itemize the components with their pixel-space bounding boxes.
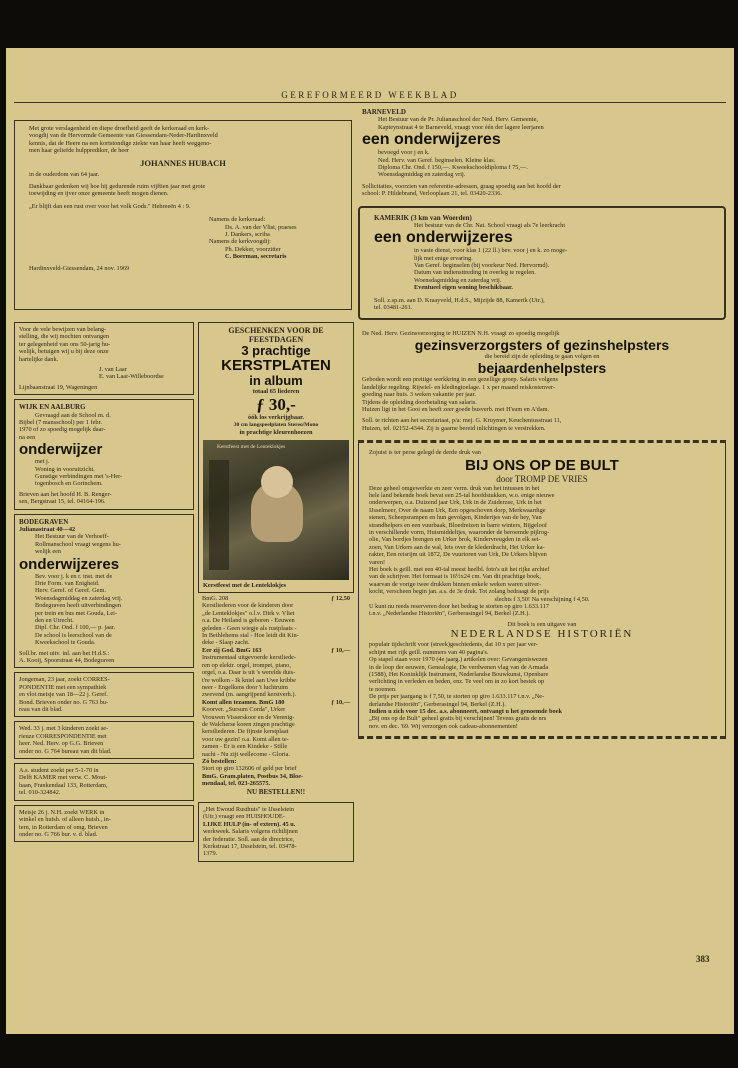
text-line: o.a. De Heiland is geboren - Eeuwen — [202, 617, 295, 625]
text-line: NU BESTELLEN!! — [246, 787, 306, 796]
text-line: Vrouwen Visserskoor en de Verenig- — [202, 713, 295, 721]
text-line: Het Bestuur van de Pr. Julianaschool der Ned. Herv. Gemeente, — [378, 116, 538, 124]
text-line: olie, Van bordjes brengen en Urker brok, Kindervreugden in elk sei- — [369, 536, 541, 544]
header-rule — [14, 102, 726, 103]
text-line: Met grote verslagenheid en diepe droefheid geeft de kerkeraad en kerk- — [29, 125, 210, 132]
text-line: Datum van indiensttreding in overleg te regelen. — [414, 269, 536, 277]
text-line: 30 cm langspeelplaten Stereo/Mono — [233, 421, 319, 428]
obituary-thanks — [29, 183, 337, 198]
obituary-age: in de ouderdom van 64 jaar. — [29, 170, 100, 178]
text-line: Bijbel (7 mansschool) per 1 febr. — [19, 418, 102, 426]
text-line: onder no. G 764 bureau van dit blad. — [19, 747, 112, 755]
obituary-place: Hardinxveld-Giessendam, 24 nov. 1969 — [29, 264, 130, 272]
text-line: geleden - Geen wiegje als rustplaats - — [202, 624, 297, 632]
text-line: stenen, Scheepsrampen en hun gevolgen, Kindertjes van de hey, Van — [369, 514, 542, 522]
text-line: KAMERIK (3 km van Woerden) — [374, 213, 472, 222]
text-line: ƒ 30,- — [256, 395, 296, 415]
classified-3 — [14, 763, 194, 801]
ad-bij-ons-op-de-bult — [358, 440, 726, 739]
record-cover-title: Kerstfeest met de Lenteklokjes — [217, 443, 286, 450]
text-line: onderwerpen, o.a. Duizend jaar Urk, Urk in de Zuiderzee, Urk in het — [369, 499, 542, 507]
text-line: gezinsverzorgsters of gezinshelpsters — [414, 336, 670, 353]
text-line: Voor de vele bewijzen van belang- — [19, 326, 107, 333]
text-line: hartelijke dank. — [19, 355, 59, 363]
text-line: kocht, verscheen begin jan. a.s. de 3e druk. Tot zolang bedraagt de prijs — [369, 588, 550, 596]
text-line: „de Lenteklokjes" o.l.v. Dirk v. Vliet — [202, 609, 295, 617]
text-line: (1588), Het Koninklijk Instrument, Nederlandse Bouwkunst, Openbare — [369, 670, 549, 678]
text-line: de Walcherse koren zingen prachtige — [202, 720, 295, 728]
text-line: Meisje 26 j. N.H. zoekt WERK in — [19, 808, 105, 816]
text-line: Deze geheel omgewerkte en zeer verm. druk van het intussen in het — [369, 484, 540, 492]
text-line: zwevend (m. aangrijpend kerstverh.). — [202, 691, 297, 699]
obituary-text — [29, 125, 337, 155]
text-line: sen, Bergstraat 15, tel. 04164-196. — [19, 498, 106, 506]
text-line: Kweekschool te Gouda. — [35, 639, 96, 647]
text-line: GESCHENKEN VOOR DE — [228, 326, 324, 335]
text-line: winkel en huish. of alleen huish., in- — [19, 816, 111, 824]
text-line: hele land bekende boek bevat een 25-tal hoofdstukken, w.o. enige nieuwe — [369, 491, 555, 499]
text-line: Julianastraat 40—42 — [19, 525, 76, 533]
text-line: rieuze CORRESPONDENTIE met — [19, 732, 107, 740]
text-line: Het bestuur van de Chr. Nat. School vraagt als 7e leerkracht — [414, 221, 566, 229]
text-line: Van Geref. beginselen (bij voorkeur Ned. Hervormd). — [414, 262, 550, 270]
text-line: Kerkstraat 17, IJsselstein, tel. 03478- — [203, 842, 297, 850]
text-line: welijk, betuigen wij u bij deze onze — [19, 348, 109, 356]
text-line: rakter, Een reisrijm uit 1872, De vuurtoren van Urk, De Urkers blijven — [369, 551, 547, 559]
text-line: Komt allen tezamen. BmG 180 — [202, 698, 285, 706]
text-line: Gevraagd aan de School m. d. — [35, 411, 111, 419]
text-line: Delft KAMER met verw. C. Mout- — [19, 774, 108, 782]
text-line: Ned. Herv. van Geref. beginselen. Kleine klas. — [378, 156, 496, 164]
text-line: Eventueel eigen woning beschikbaar. — [414, 284, 513, 292]
text-line: onder no. G 766 bur. v. d. blad. — [19, 830, 98, 838]
obituary-quote: „Er blijft dan een rust over voor het volk Gods." Hebreeën 4 : 9. — [29, 202, 191, 210]
ad-wijk-en-aalburg — [14, 399, 194, 509]
ad-huishoudelijke-hulp — [198, 802, 354, 862]
text-line: t.n.v. „Nederlandse Historiën", Gerberasingel 94, Berkel (Z.H.). — [369, 610, 530, 618]
text-line: Diploma Chr. Ond. f 150,—. Kweekschooldiploma f 75,—. — [378, 163, 528, 171]
text-line: BARNEVELD — [362, 108, 406, 116]
middle-column — [198, 322, 354, 862]
ad-kerstplaten — [198, 322, 354, 593]
text-line: A.s. student zoekt per 5-1-70 in — [19, 767, 99, 775]
text-line: met j. — [35, 458, 50, 466]
text-line: U kunt nu reeds reserveren door het bedrag te storten op giro 1.633.117 — [369, 603, 549, 611]
text-line: per trein en bus met Gouda, Lei- — [35, 609, 118, 617]
text-line: Het boek is geïll. met een 40-tal meest heelbl. foto's uit het rijke archief — [369, 566, 550, 574]
kerstplaten-list — [198, 593, 354, 798]
obituary-signatories — [209, 216, 337, 260]
text-line: Rollmanschool vraagt wegens hu- — [35, 540, 121, 548]
text-row — [202, 595, 350, 602]
obituary-name: JOHANNES HUBACH — [140, 157, 226, 168]
text-line: KERSTPLATEN — [221, 357, 331, 374]
text-line: A. Kooij, Spoorstraat 44, Bodegraven — [19, 657, 115, 664]
page-number: 383 — [696, 954, 710, 964]
text-line: Lijnbaanstraat 19, Wageningen — [19, 383, 98, 391]
text-line: IJsselmeer, Over de naam Urk, Een opgeschoven dorp, Merkwaardige — [369, 506, 546, 514]
text-line: slechts f 3,50! Na verschijning f 4,50. — [494, 595, 590, 603]
text-line: „Bij ons op de Bult" geheel gratis bij verschijnen! Tevens gratis de nrs — [369, 715, 547, 723]
text-line: Koorver. „Sursum Corda", Urker — [202, 706, 286, 714]
text-line: Woensdagmiddag en zaterdag vrij. — [35, 594, 123, 602]
text-line: werkweek. Salaris volgens richtlijnen — [203, 828, 298, 836]
text-line: populair tijdschrift voor (streek)geschiedenis, dat 10 x per jaar ver- — [369, 641, 538, 649]
text-line: WIJK EN AALBURG — [19, 403, 86, 412]
text-line: Sollicitaties, voorzien van referentie-adressen, graag spoedig aan het hoofd der — [362, 182, 561, 190]
text-line: Het Bestuur van de Verhoeff- — [35, 533, 109, 541]
text-line: voor uw gezin! o.a. Komt allen te- — [202, 735, 289, 743]
text-line: J. van Laar — [99, 366, 127, 374]
text-line: den en Utrecht. — [35, 616, 74, 624]
text-line: Op stapel staan voor 1970 (4e jaarg.) artikelen over: Gevangeniswezen — [369, 656, 548, 664]
text-line: lijk met enige ervaring. — [414, 254, 473, 262]
text-line: Eer zij God. BmG 163 — [202, 646, 262, 654]
text-line: strandhelpers en een vuurbaak, Bloedreizen in barre winters, Bijgeloof — [369, 521, 547, 529]
text-line: heer. Ned. Herv. op G.G. Brieven — [19, 740, 104, 748]
text-line: onderwijzeres — [19, 555, 120, 573]
text-line: Bond. Brieven onder no. G 763 bu- — [19, 698, 109, 706]
text-line: Stort op giro 132606 of geld per brief — [202, 765, 297, 773]
text-line: E. van Laar-Willeboordse — [99, 373, 164, 381]
text-line: Drie Form. van Enigheid. — [35, 579, 100, 587]
text-line: De prijs per jaargang is f 7,50, te storten op giro 1.633.117 t.n.v. „Ne- — [369, 693, 545, 701]
text-line: Gunstige verbindingen met 's-Her- — [35, 472, 123, 480]
ad-bodegraven — [14, 514, 194, 669]
text-line: in de loop der eeuwen, Genealogie, De verdwenen vlag van de Armada — [369, 663, 549, 671]
text-line: in vaste dienst, voor klas 1 (22 ll.) bev. voor j en k. zo moge- — [414, 247, 568, 255]
text-line: LIJKE HULP (in- of extern). 45 u. — [203, 820, 296, 828]
text-line: PONDENTIE met een sympathiek — [19, 683, 107, 691]
text-line: 1379. — [203, 850, 218, 858]
classified-1 — [14, 672, 194, 717]
text-line: onderwijzer — [19, 441, 103, 459]
text-line: mendaal, tel. 023-265575. — [202, 780, 271, 788]
text-line: die bereid zijn de opleiding te gaan volgen en — [484, 352, 600, 360]
text-line: neer - Engelkens door 't luchtruim — [202, 683, 288, 691]
right-column — [358, 108, 726, 739]
text-line: totaal 65 liederen — [252, 388, 300, 395]
text-line: haan, Frankendaal 133, Rotterdam, — [19, 781, 108, 789]
text-line: Ph. Dekker, voorzitter — [225, 245, 281, 253]
text-line: Woensdagmiddag en zaterdag vrij. — [378, 171, 466, 179]
text-line: Soll. te richten aan het secretariaat, p/a: mej. G. Kruymer, Keucheniusstraat 11, — [362, 417, 562, 425]
text-line: C. Boerman, secretaris — [225, 253, 287, 261]
text-row — [202, 647, 350, 654]
text-line: Ds. A. van der Vlist, praeses — [225, 223, 297, 231]
text-line: bevoegd voor j en k. — [378, 149, 430, 157]
text-line: 1970 of zo spoedig mogelijk daar- — [19, 426, 106, 434]
text-line: Bodegraven heeft uitverbindingen — [35, 602, 122, 610]
text-line: Woensdagmiddag en zaterdag vrij. — [414, 276, 502, 284]
obituary-box — [14, 120, 352, 310]
text-line: Wed. 33 j. met 3 kinderen zoekt se- — [19, 725, 109, 733]
text-line: door TROMP DE VRIES — [496, 473, 588, 484]
text-line: tern, in Rotterdam of omg. Brieven — [19, 823, 108, 831]
text-line: Woning in vooruitzicht. — [35, 465, 95, 473]
text-line: der federatie. Soll. aan de directrice, — [203, 835, 295, 843]
text-line: ƒ 10,— — [331, 698, 350, 706]
thanks-notice — [14, 322, 194, 395]
text-line: Herv. Geref. of Geref. Gem. — [35, 587, 106, 595]
page-header: GEREFORMEERD WEEKBLAD — [281, 90, 459, 100]
text-line: Dipl. Chr. Ond. f 100,— p. jaar. — [35, 624, 116, 632]
text-line: De school is leerschool van de — [35, 631, 112, 639]
text-line: Huizen ligt in het Gooi en heeft zeer goede busverb. met H'sum en A'dam. — [362, 405, 550, 413]
text-line: Brieven aan het hoofd H. B. Renger- — [19, 490, 112, 498]
text-line: 3 prachtige — [241, 343, 311, 358]
ad-kamerik — [358, 206, 726, 320]
text-line: welijk een — [35, 548, 62, 556]
text-line: De Ned. Herv. Gezinsverzorging te HUIZEN N.H. vraagt zo spoedig mogelijk — [362, 329, 560, 337]
text-line: in prachtige kleurenhoezen — [239, 429, 313, 437]
text-line: In Bethlehems stal - Hoe leidt dit Kin- — [202, 632, 299, 640]
left-column — [14, 322, 194, 842]
text-line: derlandse Historiën", Gerberasingel 94, Berkel (Z.H.). — [369, 700, 506, 708]
text-line: BmG. 208 — [202, 595, 229, 603]
text-line: Zojuist is ter perse gelegd de derde druk van — [369, 449, 481, 457]
text-line: „Het Ewoud Rusthuis" te IJsselstein — [203, 805, 295, 813]
classified-4 — [14, 805, 194, 843]
text-line: in verschillende vorm, Huismiddeltjes, waaronder de beroemde pijlrog- — [369, 529, 550, 536]
text-line: men haar geliefde hulpprediker, de heer — [29, 147, 130, 155]
text-line: goeding naar huis. 3 weken vakantie per jaar. — [362, 391, 476, 399]
text-line: Soll. z.sp.m. aan D. Kraayveld, H.d.S., Mijzijde 88, Kamerik (Utr.), — [374, 296, 545, 304]
text-line: zoen, Van Urkers aan de wal, Iets over de klederdracht, Het Urker ka- — [369, 543, 545, 551]
ad-huizen — [358, 330, 726, 433]
text-line: BmG. Gram.platen, Postbus 34, Bloe- — [202, 772, 304, 780]
record-cover-photo — [203, 440, 349, 580]
text-line: J. Dankers, scriba — [225, 231, 270, 239]
tree-shape — [209, 460, 229, 570]
text-line: schijnt met rijk geill. nummers van 40 pagina's. — [369, 648, 489, 656]
text-line: school: P. Hildebrand, Verlooplaan 21, tel. 03420-2336. — [362, 190, 502, 198]
text-line: Instrumentaal uitgevoerde kerstliede- — [202, 654, 297, 662]
text-line: (Utr.) vraagt een HUISHOUDE- — [203, 813, 285, 821]
text-line: Kerstliederen voor de kinderen door — [202, 602, 294, 610]
text-line: BIJ ONS OP DE BULT — [465, 456, 619, 474]
text-line: Huizen, tel. 02152-4344. Zij is gaarne bereid inlichtingen te verstrekken. — [362, 424, 546, 432]
text-line: Bev. voor j. k en r. inst. met de — [35, 572, 113, 580]
text-line: nacht - Nu zijt wellecome - Gloria. — [202, 750, 290, 758]
text-line: ƒ 12,50 — [331, 595, 350, 603]
text-line: Namens de kerkeraad: — [209, 216, 266, 224]
text-line: tel. 03481-261. — [374, 304, 413, 312]
text-line: Tijdens de opleiding doorbetaling van salaris. — [362, 398, 477, 406]
text-line: Jongeman, 23 jaar, zoekt CORRES- — [19, 676, 110, 684]
text-line: BODEGRAVEN — [19, 517, 69, 526]
text-line: ter gelegenheid van ons 50-jarig hu- — [19, 340, 111, 348]
ad-barneveld — [358, 108, 726, 198]
child-face — [261, 466, 293, 498]
text-line: tel. 010-324842. — [19, 789, 61, 797]
text-line: orgel, o.a. Daar is uit 's werelds duis- — [202, 669, 296, 677]
text-line: NEDERLANDSE HISTORIËN — [450, 628, 634, 641]
text-line: kennis, dat de Heere na een kortstondige ziekte van haar heeft weggeno- — [29, 139, 212, 147]
text-line: en vlot meisje van 18—22 j. Geref. — [19, 691, 108, 699]
text-line: een onderwijzeres — [374, 229, 513, 247]
text-line: een onderwijzeres — [362, 131, 501, 149]
text-line: voogdij van de Hervormde Gemeente van Giessendam-Neder-Hardinxveld — [29, 132, 218, 140]
text-line: Soll.br. met uitv. inl. aan het H.d.S.: — [19, 649, 110, 657]
text-line: kerstliederen. De fijnste kerstplaat — [202, 728, 289, 736]
text-line: in album — [249, 373, 303, 388]
text-line: zamen - Er is een Kindeke - Stille — [202, 743, 288, 751]
text-line: varen! — [369, 558, 386, 566]
text-line: na een — [19, 433, 36, 441]
text-line: FEESTDAGEN — [248, 335, 304, 344]
text-line: togenbosch en Gorinchem. — [35, 480, 103, 488]
text-line: bejaardenhelpsters — [477, 360, 607, 377]
text-row — [202, 699, 350, 706]
text-line: Dankbaar gedenken wij hoe hij gedurende ruim vijftien jaar met grote — [29, 183, 206, 191]
text-line: Zó bestellen: — [202, 757, 237, 765]
text-line: óók los verkrijgbaar. — [248, 414, 304, 422]
text-line: verlichting in verleden en heden, enz. Te veel om in zo kort bestek op — [369, 678, 545, 686]
text-line: nov. en dec. '69. Wij verzorgen ook cadeau-abonnementen! — [369, 722, 518, 730]
text-line: Kerstfeest met de Lenteklokjes — [203, 581, 287, 589]
text-line: ren op elektr. orgel, trompet, piano, — [202, 661, 291, 669]
text-line: landelijke regeling. Rijwiel- en kledingtoelage. 1 x per maand reiskostenver- — [362, 383, 556, 391]
text-line: te noemen. — [369, 685, 397, 693]
text-line: toewijding en ijver onze gemeente heeft mogen dienen. — [29, 190, 169, 198]
text-line: reau van dit blad. — [19, 706, 63, 714]
classified-2 — [14, 721, 194, 759]
text-line: ƒ 10,— — [331, 646, 350, 654]
text-line: stelling, die wij mochten ontvangen — [19, 333, 110, 341]
text-line: Namens de kerkvoogdij: — [209, 238, 271, 246]
text-line: Dit boek is een uitgave van — [507, 620, 577, 628]
text-line: t're wolken - Ik kniel aan Uwe kribbe — [202, 676, 296, 684]
text-line: Kapteynstraat 4 te Barneveld, vraagt voor één der lagere leerjaren — [378, 123, 544, 131]
text-line: waarvan de vorige twee drukken binnen enkele weken waren uitver- — [369, 580, 542, 588]
text-line: van de schrijver. Het formaat is 16½x24 cm. Van dit prachtige boek, — [369, 573, 541, 581]
text-line: Indien u zich voor 15 dec. a.s. abonneert, ontvangt u het genoemde boek — [369, 707, 562, 715]
text-line: deke - Slaap zacht. — [202, 639, 250, 647]
text-line: Geboden wordt een prettige werkkring in een gezellige groep. Salaris volgens — [362, 376, 559, 384]
newspaper-page — [6, 48, 734, 1034]
